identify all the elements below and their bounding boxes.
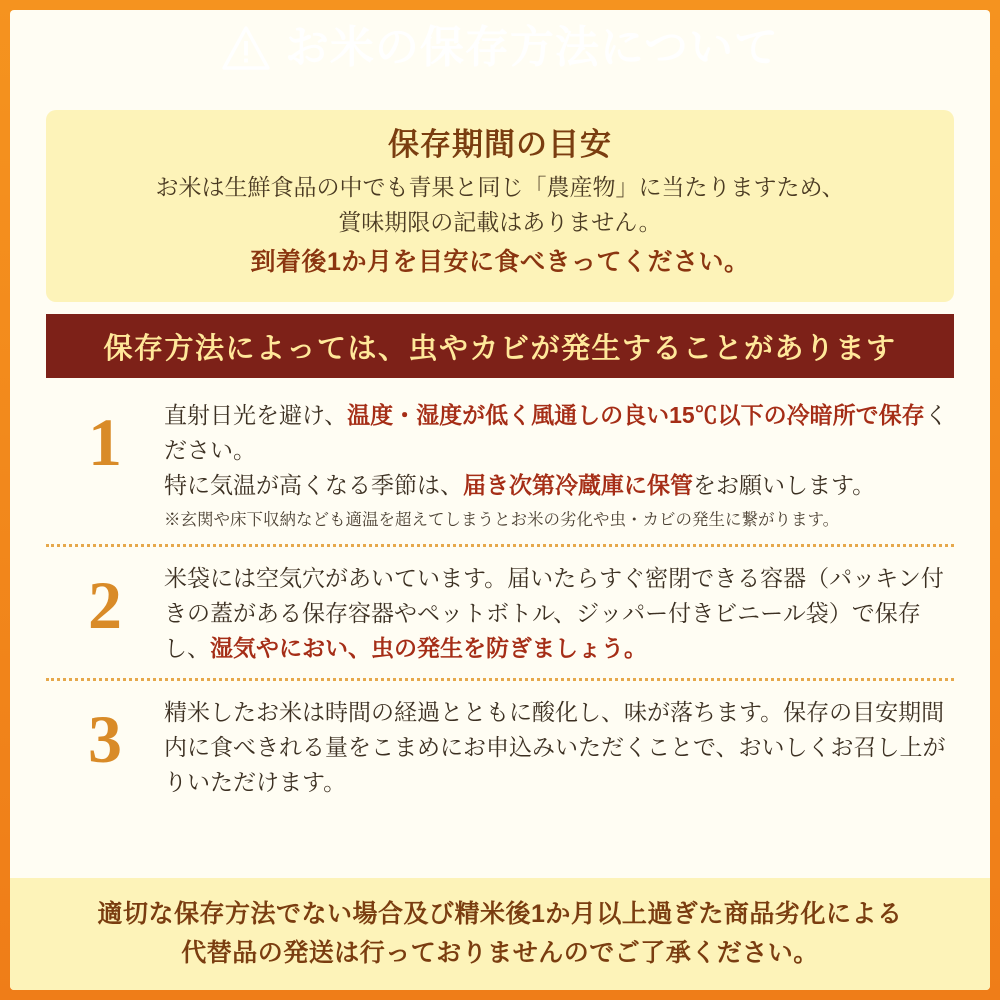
- list-item-body: [164, 398, 954, 532]
- instruction-list: [46, 388, 954, 808]
- footer-note: [10, 878, 990, 990]
- emphasis-segment: 温度・湿度が低く風通しの良い15℃以下の冷暗所で保存: [347, 402, 925, 428]
- warning-triangle-icon: [221, 25, 271, 71]
- storage-period-box: [46, 110, 954, 302]
- list-item: [46, 551, 954, 674]
- list-item-body: [164, 695, 954, 800]
- text-segment: をお願いします。: [693, 471, 876, 498]
- emphasis-segment: 湿気やにおい、虫の発生を防ぎましょう。: [210, 634, 647, 661]
- list-item: [46, 685, 954, 808]
- page-title: お米の保存方法について: [284, 23, 780, 72]
- text-segment: 直射日光を避け、: [164, 402, 348, 428]
- footer-line1: 適切な保存方法でない場合及び精米後1か月以上過ぎた商品劣化による: [97, 900, 903, 929]
- footer-line2: 代替品の発送は行っておりませんのでご了承ください。: [181, 939, 819, 967]
- dotted-divider: [46, 678, 954, 681]
- list-item-number: 1: [88, 404, 122, 480]
- text-segment: ください。: [164, 402, 948, 463]
- list-item: [46, 388, 954, 540]
- text-segment: 特に気温が高くなる季節は、: [164, 471, 463, 498]
- storage-period-line2: 賞味期限の記載はありません。: [338, 208, 662, 235]
- list-item-note: ※玄関や床下収納なども適温を超えてしまうとお米の劣化や虫・カビの発生に繋がります。: [164, 510, 840, 529]
- text-segment: 米袋には空気穴があいています。届いたらすぐ密閉できる容器（パッキン付きの蓋がある保存容器やペットボトル、ジッパー付きビニール袋）で保存し、: [164, 564, 944, 661]
- list-item-number: 3: [88, 700, 122, 777]
- storage-period-emphasis: 到着後1か月を目安に食べきってください。: [250, 247, 750, 276]
- emphasis-segment: 届き次第冷蔵庫に保管: [463, 471, 693, 498]
- warning-banner-text: 保存方法によっては、虫やカビが発生することがあります: [103, 332, 897, 365]
- list-item-number: 2: [88, 566, 122, 643]
- list-item-body: [164, 561, 954, 666]
- footer-text: [98, 895, 903, 973]
- page-header: [10, 2, 990, 94]
- poster-card: [10, 10, 990, 990]
- dotted-divider: [46, 544, 954, 547]
- storage-period-title: 保存期間の目安: [388, 127, 612, 162]
- text-segment: 精米したお米は時間の経過とともに酸化し、味が落ちます。保存の目安期間内に食べきれる量をこまめにお申込みいただくことで、おいしくお召し上がりいただけます。: [164, 698, 946, 795]
- storage-period-body: [46, 170, 954, 281]
- warning-banner: [46, 314, 954, 378]
- storage-period-line1: お米は生鮮食品の中でも青果と同じ「農産物」に当たりますため、: [155, 173, 845, 200]
